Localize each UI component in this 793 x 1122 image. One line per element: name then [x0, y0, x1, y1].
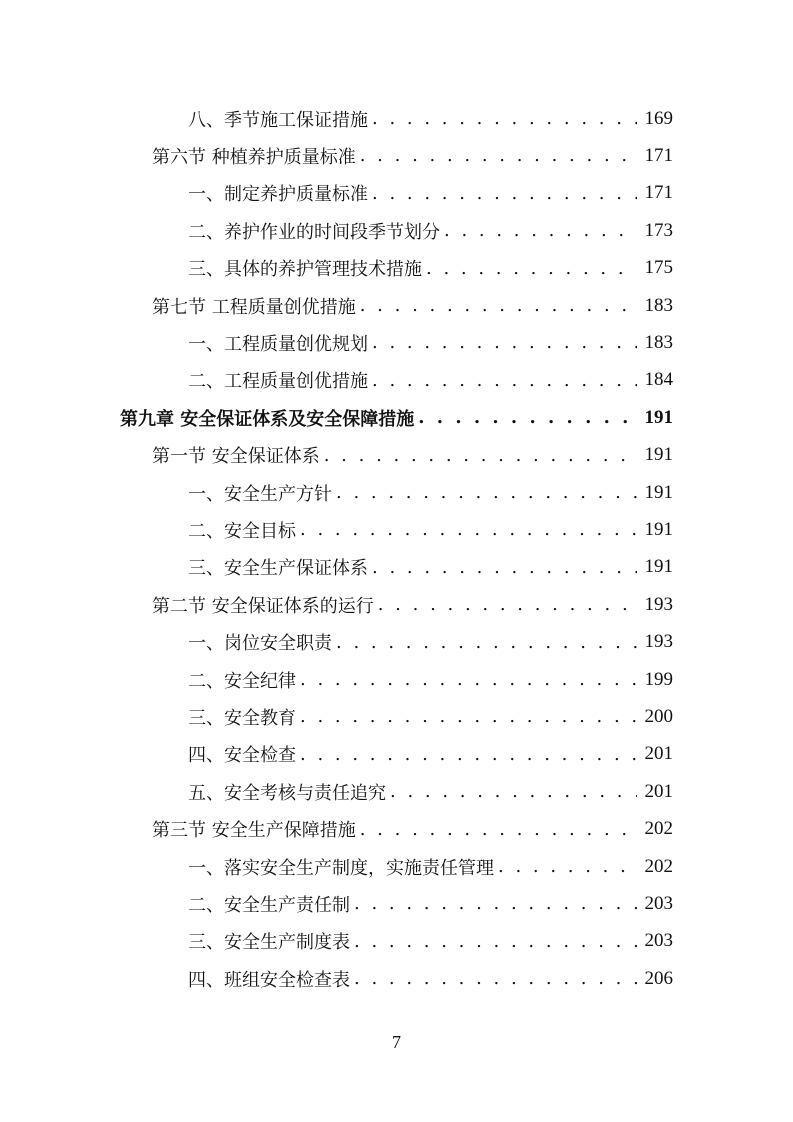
- toc-entry-page: 184: [644, 369, 673, 391]
- toc-entry-title: 八、季节施工保证措施: [188, 109, 368, 131]
- toc-entry-title: 第九章 安全保证体系及安全保障措施: [120, 408, 415, 430]
- toc-entry-page: 199: [644, 668, 673, 690]
- toc-subsection-entry[interactable]: [188, 212, 673, 249]
- toc-subsection-entry[interactable]: [188, 362, 673, 399]
- toc-section-entry[interactable]: [152, 437, 673, 474]
- dot-leader: [418, 407, 636, 428]
- dot-leader: [300, 706, 637, 727]
- toc-entry-title: 第二节 安全保证体系的运行: [152, 595, 374, 617]
- toc-chapter-entry[interactable]: [120, 399, 673, 436]
- toc-entry-title: 三、安全生产制度表: [188, 932, 350, 954]
- toc-entry-page: 202: [644, 855, 673, 877]
- toc-entry-page: 191: [644, 444, 673, 466]
- toc-entry-title: 五、安全考核与责任追究: [188, 782, 386, 804]
- dot-leader: [378, 594, 637, 615]
- toc-section-entry[interactable]: [152, 137, 673, 174]
- toc-subsection-entry[interactable]: [188, 474, 673, 511]
- dot-leader: [498, 856, 637, 877]
- toc-entry-title: 三、安全教育: [188, 707, 296, 729]
- dot-leader: [324, 445, 637, 466]
- toc-entry-page: 191: [644, 406, 673, 428]
- toc-entry-title: 三、安全生产保证体系: [188, 558, 368, 580]
- dot-leader: [372, 370, 637, 391]
- dot-leader: [390, 781, 637, 802]
- dot-leader: [300, 744, 637, 765]
- page-number: 7: [392, 1032, 401, 1052]
- toc-entry-page: 201: [644, 780, 673, 802]
- toc-subsection-entry[interactable]: [188, 848, 673, 885]
- toc-entry-title: 四、安全检查: [188, 745, 296, 767]
- toc-subsection-entry[interactable]: [188, 923, 673, 960]
- dot-leader: [444, 220, 637, 241]
- toc-entry-title: 一、制定养护质量标准: [188, 184, 368, 206]
- toc-entry-page: 183: [644, 331, 673, 353]
- toc-entry-title: 第六节 种植养护质量标准: [152, 146, 356, 168]
- toc-subsection-entry[interactable]: [188, 511, 673, 548]
- toc-entry-title: 第三节 安全生产保障措施: [152, 820, 356, 842]
- toc-entry-page: 191: [644, 481, 673, 503]
- toc-entry-page: 200: [644, 705, 673, 727]
- dot-leader: [354, 968, 637, 989]
- dot-leader: [354, 931, 637, 952]
- toc-entry-title: 二、工程质量创优措施: [188, 371, 368, 393]
- toc-entry-title: 一、岗位安全职责: [188, 633, 332, 655]
- toc-entry-page: 191: [644, 518, 673, 540]
- toc-entry-page: 203: [644, 930, 673, 952]
- toc-subsection-entry[interactable]: [188, 773, 673, 810]
- dot-leader: [372, 183, 637, 204]
- dot-leader: [300, 669, 637, 690]
- toc-entry-page: 191: [644, 556, 673, 578]
- toc-entry-page: 202: [644, 818, 673, 840]
- toc-entry-title: 二、养护作业的时间段季节划分: [188, 221, 440, 243]
- dot-leader: [336, 632, 637, 653]
- toc-subsection-entry[interactable]: [188, 624, 673, 661]
- toc-subsection-entry[interactable]: [188, 661, 673, 698]
- dot-leader: [372, 332, 637, 353]
- toc-entry-title: 三、具体的养护管理技术措施: [188, 259, 422, 281]
- toc-subsection-entry[interactable]: [188, 100, 673, 137]
- toc-entry-page: 206: [644, 967, 673, 989]
- toc-entry-page: 171: [644, 144, 673, 166]
- toc-entry-title: 二、安全纪律: [188, 670, 296, 692]
- toc-entry-page: 201: [644, 743, 673, 765]
- dot-leader: [354, 893, 637, 914]
- toc-section-entry[interactable]: [152, 586, 673, 623]
- dot-leader: [360, 145, 637, 166]
- toc-entry-page: 175: [644, 257, 673, 279]
- toc-entry-page: 193: [644, 593, 673, 615]
- toc-subsection-entry[interactable]: [188, 175, 673, 212]
- toc-subsection-entry[interactable]: [188, 698, 673, 735]
- toc-entry-page: 169: [644, 107, 673, 129]
- dot-leader: [360, 295, 637, 316]
- dot-leader: [426, 258, 637, 279]
- toc-entry-title: 第七节 工程质量创优措施: [152, 296, 356, 318]
- toc-entry-title: 一、落实安全生产制度，实施责任管理: [188, 857, 494, 879]
- toc-section-entry[interactable]: [152, 811, 673, 848]
- dot-leader: [360, 819, 637, 840]
- toc-entry-title: 二、安全目标: [188, 520, 296, 542]
- toc-entry-page: 183: [644, 294, 673, 316]
- toc-subsection-entry[interactable]: [188, 885, 673, 922]
- toc-subsection-entry[interactable]: [188, 250, 673, 287]
- toc-entry-title: 一、安全生产方针: [188, 483, 332, 505]
- toc-entry-title: 二、安全生产责任制: [188, 894, 350, 916]
- dot-leader: [336, 482, 637, 503]
- toc-subsection-entry[interactable]: [188, 736, 673, 773]
- dot-leader: [372, 108, 637, 129]
- dot-leader: [300, 519, 637, 540]
- dot-leader: [372, 557, 637, 578]
- toc-subsection-entry[interactable]: [188, 324, 673, 361]
- toc-entry-title: 四、班组安全检查表: [188, 969, 350, 991]
- toc-entry-page: 203: [644, 892, 673, 914]
- toc-subsection-entry[interactable]: [188, 549, 673, 586]
- toc-section-entry[interactable]: [152, 287, 673, 324]
- toc-subsection-entry[interactable]: [188, 960, 673, 997]
- toc-entry-page: 173: [644, 219, 673, 241]
- toc-entry-page: 193: [644, 631, 673, 653]
- toc-entry-page: 171: [644, 182, 673, 204]
- toc-entry-title: 一、工程质量创优规划: [188, 333, 368, 355]
- toc-entry-title: 第一节 安全保证体系: [152, 446, 320, 468]
